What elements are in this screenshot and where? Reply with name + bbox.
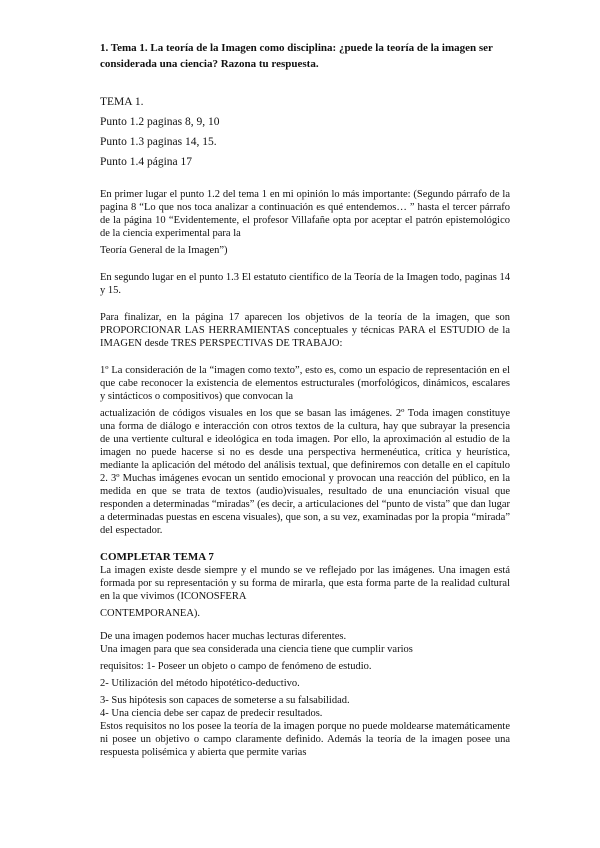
paragraph-lecturas: De una imagen podemos hacer muchas lecturas diferentes. [100,631,347,642]
list-item: Punto 1.2 paginas 8, 9, 10 [100,116,220,128]
requisito-item: 3- Sus hipótesis son capaces de someterse a su falsabilidad. [100,695,350,706]
paragraph-perspectives: actualización de códigos visuales en los que se basan las imágenes. 2º Toda imagen constituye una forma de diálogo e interacción con otros textos de la cultura, hay que subrayar la presencia de una vertiente cultural e ideológica en toda imagen. Por ello, la aproximación al estudio de la imagen no puede hacerse si no es desde una perspectiva hermenéutica, crítica y heurística, mediante la aplicación del método del análisis textual, que definiremos con detalle en el capítulo 2. 3º Muchas imágenes evocan un sentido emocional y provocan una reacción del público, en la medida en que se trata de textos (audio)visuales, resultado de una enunciación visual que responden a determinadas “miradas” (es decir, a articulaciones del “punto de vista” que dan lugar a determinadas puestas en escena visuales), que son, a su vez, examinadas por la propia “mirada” del espectador. [100,408,510,536]
paragraph-perspective-1: 1º La consideración de la “imagen como texto”, esto es, como un espacio de representación en el que cabe reconocer la existencia de elementos estructurales (morfológicos, dinámicos, escalares y sintácticos o compositivos) que convocan la [100,365,510,402]
tema-reference-list [100,94,510,170]
list-item: Punto 1.3 paginas 14, 15. [100,136,217,148]
paragraph-requisitos-intro: Una imagen para que sea considerada una ciencia tiene que cumplir varios [100,644,413,655]
requisito-item: requisitos: 1- Poseer un objeto o campo de fenómeno de estudio. [100,661,372,672]
question-title: 1. Tema 1. La teoría de la Imagen como disciplina: ¿puede la teoría de la imagen ser considerada una ciencia? Razona tu respuesta. [100,42,493,70]
requisito-item: 2- Utilización del método hipotético-deductivo. [100,678,300,689]
paragraph-conclusion: Estos requisitos no los posee la teoría de la imagen porque no puede moldearse matemáticamente ni posee un objetivo o campo claramente definido. Además la teoría de la imagen posee una respuesta polisémica y abierta que permite varias [100,721,510,758]
paragraph-second: En segundo lugar en el punto 1.3 El estatuto científico de la Teoría de la Imagen todo, paginas 14 y 15. [100,272,510,296]
paragraph-intro-end: Teoría General de la Imagen”) [100,245,228,256]
paragraph-intro: En primer lugar el punto 1.2 del tema 1 en mi opinión lo más importante: (Segundo párrafo de la pagina 8 “Lo que nos toca analizar a continuación es qué entendemos… ” hasta el tercer párrafo de la página 10 “Evidentemente, el profesor Villafañe opta por aceptar el patrón epistemológico de la ciencia experimental para la [100,189,510,239]
paragraph-objectives: Para finalizar, en la página 17 aparecen los objetivos de la teoría de la imagen, que son PROPORCIONAR LAS HERRAMIENTAS conceptuales y técnicas PARA el ESTUDIO de la IMAGEN desde TRES PERSPECTIVAS DE TRABAJO: [100,312,510,349]
paragraph-tema7: La imagen existe desde siempre y el mundo se ve reflejado por las imágenes. Una imagen está formada por su representación y su forma de mirarla, que esta forma parte de la realidad cultural en la que vivimos (ICONOSFERA [100,565,510,602]
section-heading: COMPLETAR TEMA 7 [100,551,214,563]
requisito-item: 4- Una ciencia debe ser capaz de predecir resultados. [100,708,323,719]
list-item: Punto 1.4 página 17 [100,156,192,168]
paragraph-tema7-end: CONTEMPORANEA). [100,608,201,619]
document-body [100,188,510,759]
tema-heading: TEMA 1. [100,96,144,108]
